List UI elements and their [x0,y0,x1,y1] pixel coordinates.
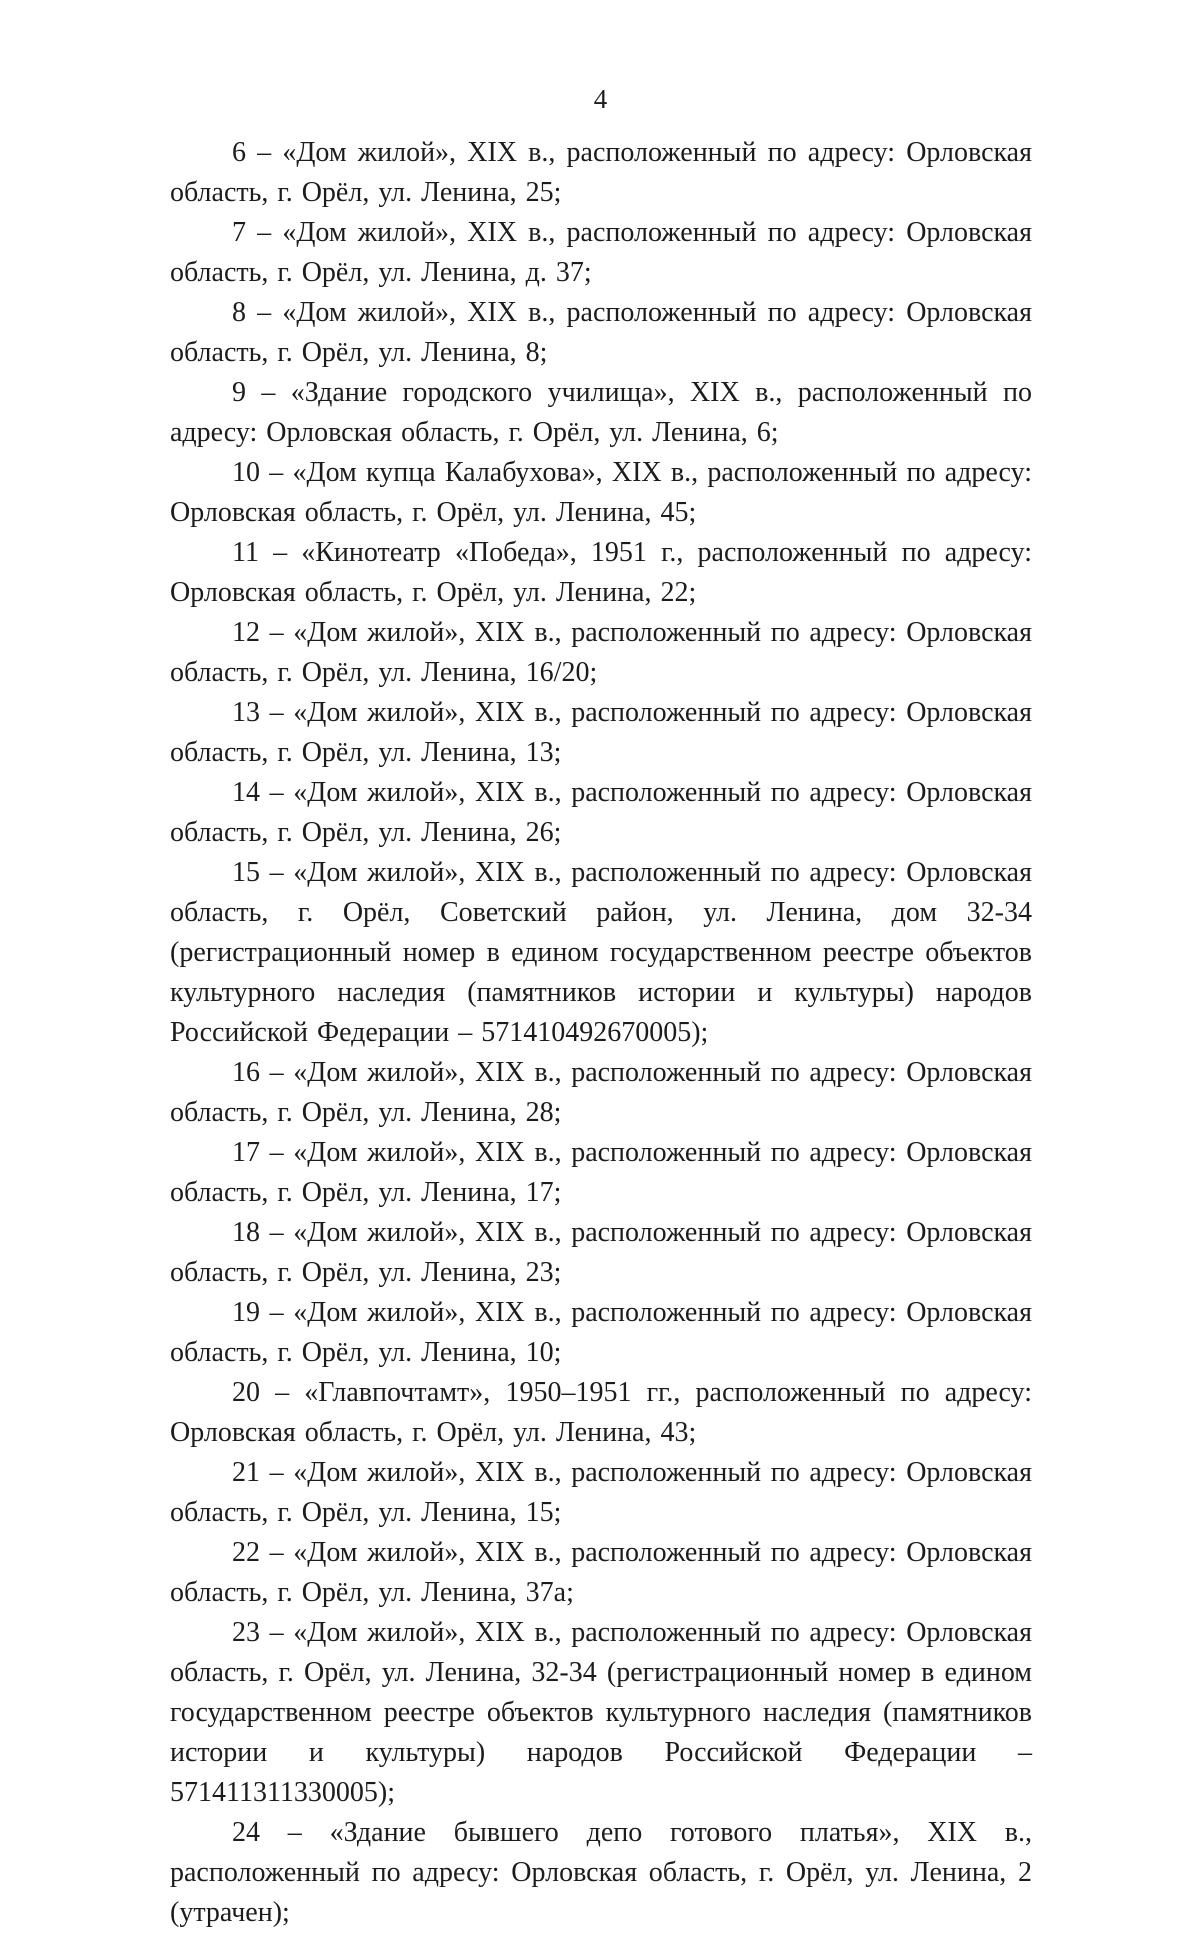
list-item: 21 – «Дом жилой», XIX в., расположенный по адресу: Орловская область, г. Орёл, ул. Ленина, 15; [170,1457,1032,1528]
list-item: 18 – «Дом жилой», XIX в., расположенный по адресу: Орловская область, г. Орёл, ул. Ленина, 23; [170,1217,1032,1288]
list-item: 24 – «Здание бывшего депо готового платья», XIX в., расположенный по адресу: Орловская область, г. Орёл, ул. Ленина, 2 (утрачен); [170,1817,1032,1928]
list-item: 8 – «Дом жилой», XIX в., расположенный по адресу: Орловская область, г. Орёл, ул. Ленина, 8; [170,297,1032,368]
list-item: 15 – «Дом жилой», XIX в., расположенный по адресу: Орловская область, г. Орёл, Советский район, ул. Ленина, дом 32-34 (регистрационный номер в едином государственном реестре объектов культурного наследия (памятников истории и культуры) народов Российской Федерации – 571410492670005); [170,857,1032,1048]
list-item: 13 – «Дом жилой», XIX в., расположенный по адресу: Орловская область, г. Орёл, ул. Ленина, 13; [170,697,1032,768]
list-item: 6 – «Дом жилой», XIX в., расположенный по адресу: Орловская область, г. Орёл, ул. Ленина, 25; [170,137,1032,208]
list-item: 12 – «Дом жилой», XIX в., расположенный по адресу: Орловская область, г. Орёл, ул. Ленина, 16/20; [170,617,1032,688]
document-body [170,133,1032,1933]
list-item: 17 – «Дом жилой», XIX в., расположенный по адресу: Орловская область, г. Орёл, ул. Ленина, 17; [170,1137,1032,1208]
list-item: 16 – «Дом жилой», XIX в., расположенный по адресу: Орловская область, г. Орёл, ул. Ленина, 28; [170,1057,1032,1128]
list-item: 23 – «Дом жилой», XIX в., расположенный по адресу: Орловская область, г. Орёл, ул. Ленина, 32-34 (регистрационный номер в едином государственном реестре объектов культурного наследия (памятников истории и культуры) народов Российской Федерации – 571411311330005); [170,1617,1032,1808]
list-item: 14 – «Дом жилой», XIX в., расположенный по адресу: Орловская область, г. Орёл, ул. Ленина, 26; [170,777,1032,848]
page-number: 4 [593,84,609,114]
list-item: 10 – «Дом купца Калабухова», XIX в., расположенный по адресу: Орловская область, г. Орёл, ул. Ленина, 45; [170,457,1032,528]
list-item: 19 – «Дом жилой», XIX в., расположенный по адресу: Орловская область, г. Орёл, ул. Ленина, 10; [170,1297,1032,1368]
list-item: 11 – «Кинотеатр «Победа», 1951 г., расположенный по адресу: Орловская область, г. Орёл, ул. Ленина, 22; [170,537,1032,608]
list-item: 7 – «Дом жилой», XIX в., расположенный по адресу: Орловская область, г. Орёл, ул. Ленина, д. 37; [170,217,1032,288]
list-item: 20 – «Главпочтамт», 1950–1951 гг., расположенный по адресу: Орловская область, г. Орёл, ул. Ленина, 43; [170,1377,1032,1448]
list-item: 9 – «Здание городского училища», XIX в., расположенный по адресу: Орловская область, г. Орёл, ул. Ленина, 6; [170,377,1032,448]
list-item: 22 – «Дом жилой», XIX в., расположенный по адресу: Орловская область, г. Орёл, ул. Ленина, 37а; [170,1537,1032,1608]
